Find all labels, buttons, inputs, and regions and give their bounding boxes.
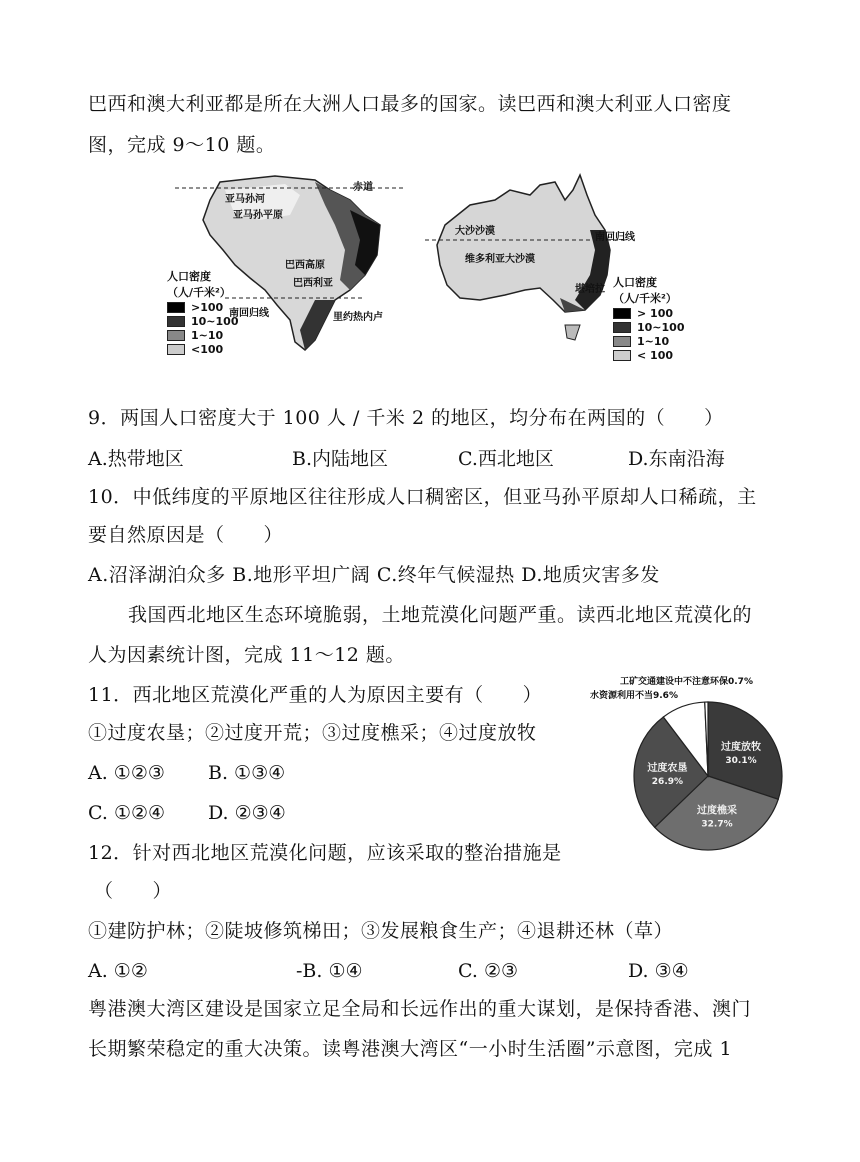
brasilia-label: 巴西利亚 [293,278,333,289]
pie-slice-label: 过度农垦 [647,762,688,774]
tropic-capricorn-label: 南回归线 [229,308,269,319]
australia-legend [613,274,685,362]
q11-option-c: C. ①②④ [88,802,166,824]
legend-title: 人口密度 [167,270,211,283]
intro-line-1: 巴西和澳大利亚都是所在大洲人口最多的国家。读巴西和澳大利亚人口密度 [88,93,732,115]
q10-stem-2: 要自然原因是（ ） [88,524,284,546]
amazon-river-label: 亚马孙河 [225,194,265,205]
legend-item: > 100 [613,306,685,320]
q9-option-b: B.内陆地区 [292,448,389,470]
q12-option-b: -B. ①④ [296,960,363,982]
rio-label: 里约热内卢 [333,312,383,323]
tropic-capricorn-label: 南回归线 [595,232,635,243]
q10-stem-1: 10．中低纬度的平原地区往往形成人口稠密区，但亚马孙平原却人口稀疏，主 [88,486,757,508]
q10-options: A.沼泽湖泊众多 B.地形平坦广阔 C.终年气候湿热 D.地质灾害多发 [88,564,660,586]
q9-option-d: D.东南沿海 [628,448,725,470]
legend-title: 人口密度 [613,276,657,289]
legend-unit: （人/千米²） [613,292,677,305]
legend-item: 1~10 [613,334,685,348]
pie-slice-value: 26.9% [651,776,684,787]
pie-slice-label: 过度放牧 [721,742,762,754]
pie-slice-label: 过度樵采 [697,805,738,817]
q12-option-d: D. ③④ [628,960,689,982]
q12-option-c: C. ②③ [458,960,519,982]
great-sandy-desert-label: 大沙沙漠 [455,226,495,237]
legend-unit: （人/千米²） [167,286,231,299]
q11-option-a: A. ①②③ [88,762,165,784]
q11-items: ①过度农垦；②过度开荒；③过度樵采；④过度放牧 [88,722,537,744]
pie-slice-value: 32.7% [701,819,733,830]
brazil-population-map [165,170,415,360]
amazon-plain-label: 亚马孙平原 [233,210,283,221]
brazil-legend [167,268,239,356]
intro2-line-2: 人为因素统计图，完成 11～12 题。 [88,644,405,666]
intro3-line-2: 长期繁荣稳定的重大决策。读粤港澳大湾区“一小时生活圈”示意图，完成 1 [88,1038,733,1060]
intro2-line-1: 我国西北地区生态环境脆弱，土地荒漠化问题严重。读西北地区荒漠化的 [128,604,753,626]
legend-item: < 100 [613,348,685,362]
intro-line-2: 图，完成 9～10 题。 [88,134,276,156]
australia-population-map [425,170,685,362]
annotation-mining: 工矿交通建设中不注意环保0.7% [620,677,753,687]
q9-stem: 9．两国人口密度大于 100 人 / 千米 2 的地区，均分布在两国的（ ） [88,407,724,429]
legend-item: 1~10 [167,328,239,342]
q12-option-a: A. ①② [88,960,148,982]
legend-item: 10~100 [613,320,685,334]
brazil-plateau-label: 巴西高原 [285,260,325,271]
legend-item: <100 [167,342,239,356]
q12-items: ①建防护林；②陡坡修筑梯田；③发展粮食生产；④退耕还林（草） [88,920,674,942]
canberra-label: 堪培拉 [575,284,605,295]
q9-option-c: C.西北地区 [458,448,554,470]
q12-stem: 12．针对西北地区荒漠化问题，应该采取的整治措施是 [88,842,562,864]
equator-label: 赤道 [353,182,373,193]
q12-paren: （ ） [94,880,173,902]
legend-item: 10~100 [167,314,239,328]
q11-stem: 11．西北地区荒漠化严重的人为原因主要有（ ） [88,684,543,706]
pie-slice-value: 30.1% [725,756,757,767]
q11-option-d: D. ②③④ [208,802,286,824]
q9-option-a: A.热带地区 [88,448,184,470]
annotation-water: 水资源利用不当9.6% [590,691,678,701]
intro3-line-1: 粤港澳大湾区建设是国家立足全局和长远作出的重大谋划，是保持香港、澳门 [88,998,752,1020]
legend-item: >100 [167,300,239,314]
great-victoria-desert-label: 维多利亚大沙漠 [465,254,535,265]
q11-option-b: B. ①③④ [208,762,286,784]
desertification-pie-chart [590,672,820,852]
